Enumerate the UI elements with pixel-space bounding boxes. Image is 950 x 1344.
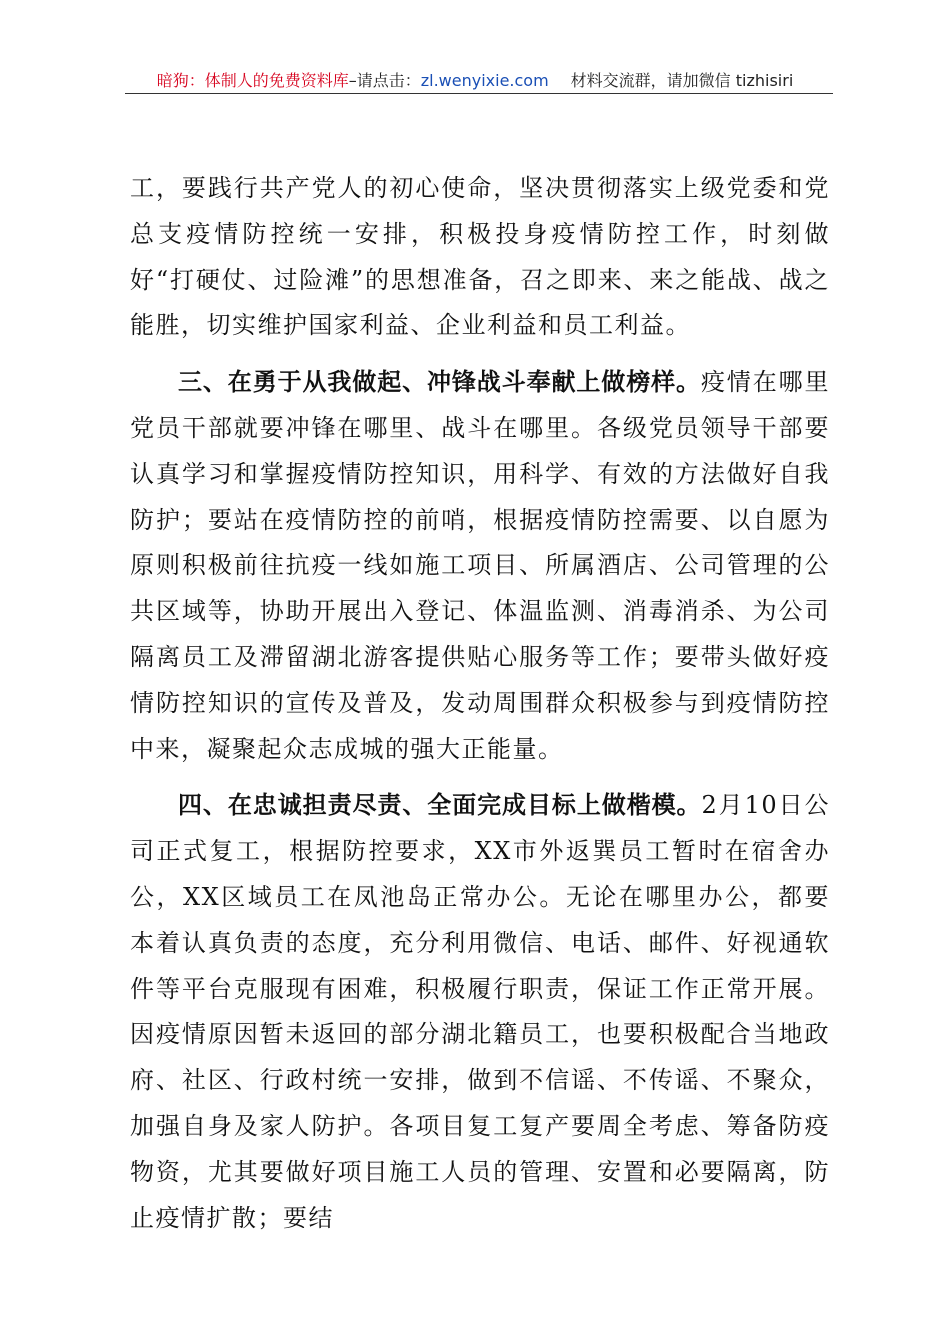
section-heading: 三、在勇于从我做起、冲锋战斗奉献上做榜样。 — [178, 368, 701, 397]
paragraph-section-four — [130, 783, 830, 1241]
header-divider — [125, 93, 833, 94]
header-site-name: 暗狗：体制人的免费资料库 — [156, 71, 349, 90]
paragraph-section-three — [130, 360, 830, 772]
paragraph-text: 2月10日公司正式复工，根据防控要求，XX市外返巽员工暂时在宿舍办公，XX区域员工在凤池岛正常办公。无论在哪里办公，都要本着认真负责的态度，充分利用微信、电话、邮件、好视通软件等平台克服现有困难，积极履行职责，保证工作正常开展。因疫情原因暂未返回的部分湖北籍员工，也要积极配合当地政府、社区、行政村统一安排，做到不信谣、不传谣、不聚众，加强自身及家人防护。各项目复工复产要周全考虑、筹备防疫物资，尤其要做好项目施工人员的管理、安置和必要隔离，防止疫情扩散；要结 — [130, 791, 831, 1232]
header-click-prompt: –请点击： — [348, 71, 421, 90]
document-body — [130, 166, 830, 1241]
paragraph-continuation — [130, 166, 830, 349]
page-header — [0, 68, 950, 91]
paragraph-text: 疫情在哪里党员干部就要冲锋在哪里、战斗在哪里。各级党员领导干部要认真学习和掌握疫情防控知识，用科学、有效的方法做好自我防护；要站在疫情防控的前哨，根据疫情防控需要、以自愿为原则积极前往抗疫一线如施工项目、所属酒店、公司管理的公共区域等，协助开展出入登记、体温监测、消毒消杀、为公司隔离员工及滞留湖北游客提供贴心服务等工作；要带头做好疫情防控知识的宣传及普及，发动周围群众积极参与到疫情防控中来，凝聚起众志成城的强大正能量。 — [130, 368, 831, 763]
header-url-link[interactable]: zl.wenyixie.com — [420, 71, 549, 90]
section-heading: 四、在忠诚担责尽责、全面完成目标上做楷模。 — [178, 791, 702, 820]
header-contact: 材料交流群，请加微信 tizhisiri — [570, 71, 794, 90]
paragraph-text: 工，要践行共产党人的初心使命，坚决贯彻落实上级党委和党总支疫情防控统一安排，积极投身疫情防控工作，时刻做好“打硬仗、过险滩”的思想准备，召之即来、来之能战、战之能胜，切实维护国家利益、企业利益和员工利益。 — [130, 174, 830, 340]
